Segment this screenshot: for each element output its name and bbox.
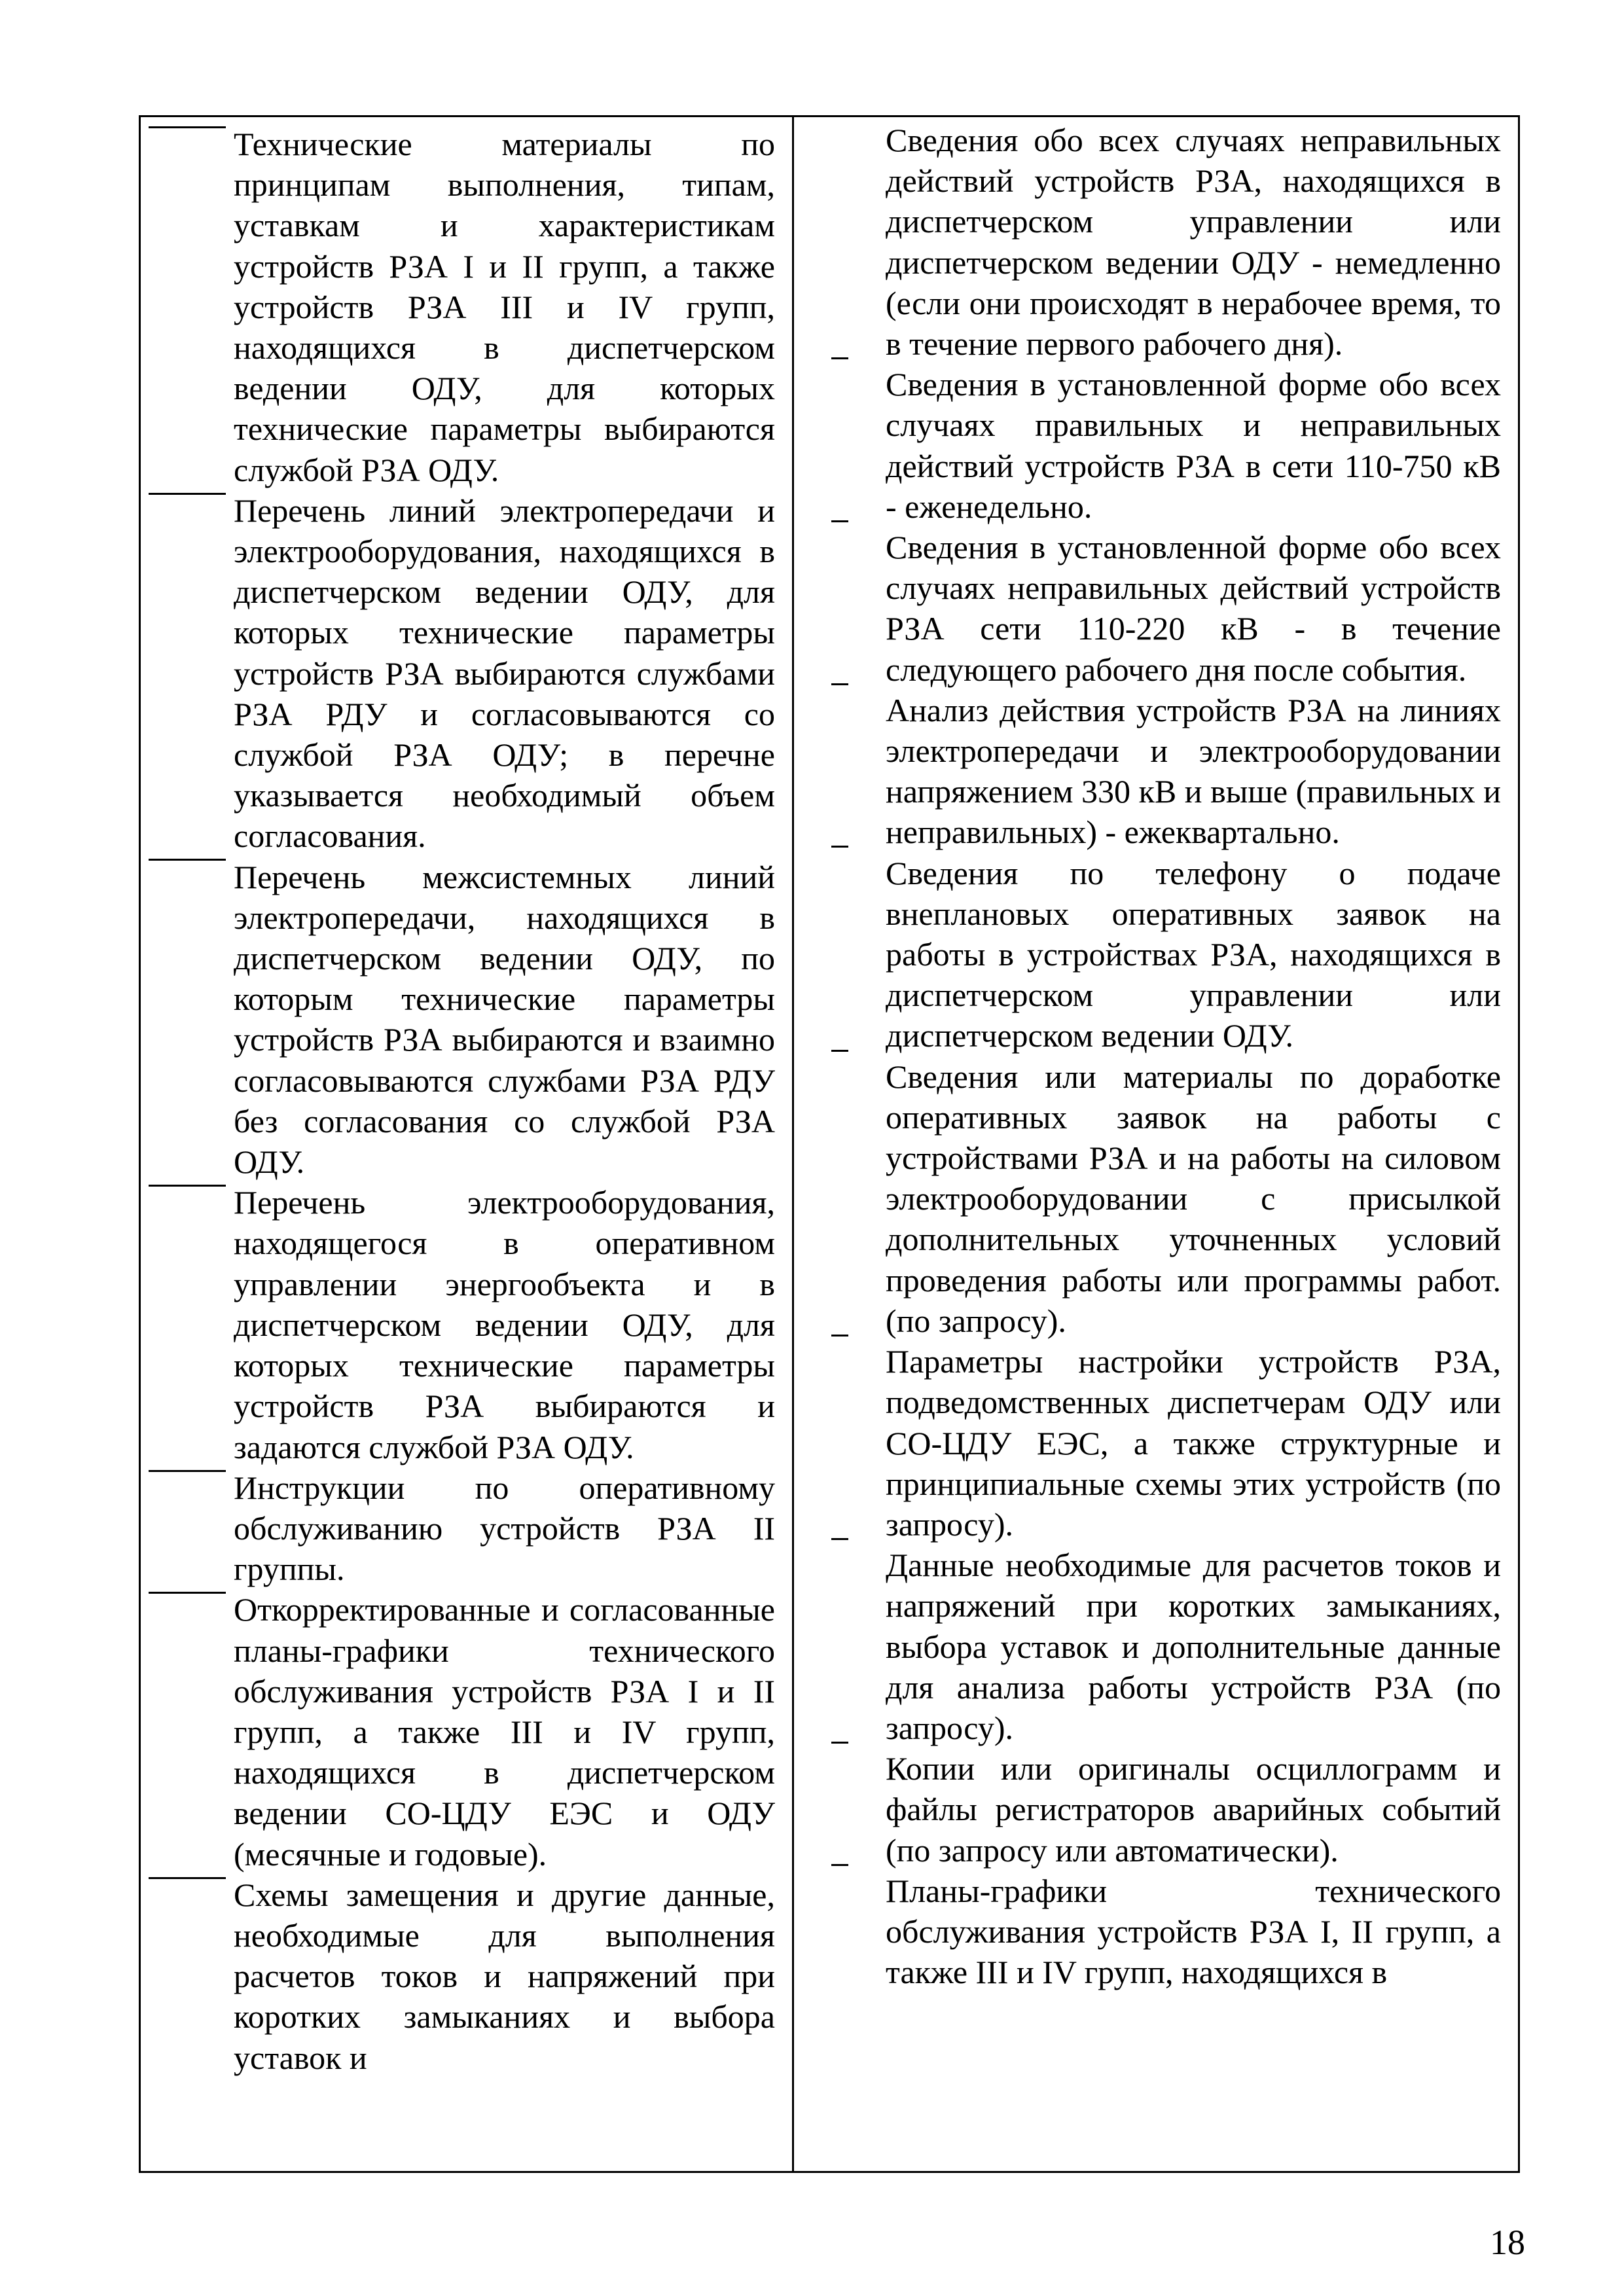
dash-bullet-icon: [794, 690, 886, 853]
dash-bullet-icon: [141, 1874, 234, 2078]
dash-bullet-icon: [794, 527, 886, 690]
list-item: [141, 124, 775, 490]
list-item: [794, 527, 1501, 690]
list-item-text: Данные необходимые для расчетов токов и напряжений при коротких замыканиях, выбора уставок и дополнительные данные для анализа работы устройств РЗА (по запросу).: [886, 1547, 1501, 1746]
list-item: [794, 853, 1501, 1056]
dash-bullet-icon: [141, 857, 234, 1183]
list-item-text: Сведения по телефону о подаче внеплановых оперативных заявок на работы в устройствах РЗА, находящихся в диспетчерском управлении или диспетчерском ведении ОДУ.: [886, 854, 1501, 1054]
dash-bullet-icon: [794, 1545, 886, 1748]
list-item-text: Копии или оригиналы осциллограмм и файлы регистраторов аварийных событий (по запросу или автоматически).: [886, 1750, 1501, 1869]
list-item: [141, 1874, 775, 2078]
dash-bullet-icon: [794, 853, 886, 1056]
list-item-text: Планы-графики технического обслуживания устройств РЗА I, II групп, а также III и IV групп, находящихся в: [886, 1872, 1501, 1991]
list-item: [141, 1467, 775, 1590]
left-column: [141, 117, 794, 2171]
dash-bullet-icon: [141, 124, 234, 490]
list-item-text: Перечень линий электропередачи и электрооборудования, находящихся в диспетчерском ведении ОДУ, для которых технические параметры устройств РЗА выбираются службами РЗА РДУ и согласовываются со службой РЗА ОДУ; в перечне указывается необходимый объем согласования.: [234, 492, 775, 855]
list-item-text: Сведения или материалы по доработке оперативных заявок на работы с устройствами РЗА и на работы на силовом электрооборудовании с присылкой дополнительных уточненных условий проведения работы или программы работ. (по запросу).: [886, 1058, 1501, 1339]
list-item-text: Инструкции по оперативному обслуживанию устройств РЗА II группы.: [234, 1469, 775, 1588]
list-item: [141, 857, 775, 1183]
list-item-text: Сведения в установленной форме обо всех случаях неправильных действий устройств РЗА сети 110-220 кВ - в течение следующего рабочего дня после события.: [886, 529, 1501, 688]
list-item: [141, 490, 775, 857]
list-item: [794, 1545, 1501, 1748]
list-item-text: Сведения обо всех случаях неправильных действий устройств РЗА, находящихся в диспетчерском управлении или диспетчерском ведении ОДУ - немедленно (если они происходят в нерабочее время, то в течение первого рабочего дня).: [886, 122, 1501, 363]
dash-bullet-icon: [141, 1589, 234, 1874]
list-item-text: Технические материалы по принципам выполнения, типам, уставкам и характеристикам устройств РЗА I и II групп, а также устройств РЗА III и IV групп, находящихся в диспетчерском ведении ОДУ, для которых технические параметры выбираются службой РЗА ОДУ.: [234, 126, 775, 488]
page-number: 18: [1490, 2223, 1525, 2262]
list-item: [794, 1056, 1501, 1341]
dash-bullet-icon: [794, 1748, 886, 1871]
list-item: [141, 1182, 775, 1467]
list-item: [794, 1748, 1501, 1871]
list-item: [794, 364, 1501, 527]
list-item-text: Параметры настройки устройств РЗА, подведомственных диспетчерам ОДУ или СО-ЦДУ ЕЭС, а также структурные и принципиальные схемы этих устройств (по запросу).: [886, 1343, 1501, 1543]
list-item: [141, 1589, 775, 1874]
list-item: [794, 1871, 1501, 1993]
dash-bullet-icon: [794, 120, 886, 364]
list-item-text: Анализ действия устройств РЗА на линиях электропередачи и электрооборудовании напряжением 330 кВ и выше (правильных и неправильных) - ежеквартально.: [886, 691, 1501, 851]
dash-bullet-icon: [794, 1056, 886, 1341]
dash-bullet-icon: [141, 1182, 234, 1467]
list-item: [794, 120, 1501, 364]
list-item-text: Откорректированные и согласованные планы-графики технического обслуживания устройств РЗА I и II групп, а также III и IV групп, находящихся в диспетчерском ведении СО-ЦДУ ЕЭС и ОДУ (месячные и годовые).: [234, 1591, 775, 1873]
dash-bullet-icon: [794, 364, 886, 527]
list-item-text: Схемы замещения и другие данные, необходимые для выполнения расчетов токов и напряжений при коротких замыканиях и выбора уставок и: [234, 1876, 775, 2076]
dash-bullet-icon: [794, 1871, 886, 1993]
two-column-table: [139, 115, 1520, 2173]
list-item-text: Перечень межсистемных линий электропередачи, находящихся в диспетчерском ведении ОДУ, по которым технические параметры устройств РЗА выбираются и взаимно согласовываются службами РЗА РДУ без согласования со службой РЗА ОДУ.: [234, 858, 775, 1181]
list-item-text: Сведения в установленной форме обо всех случаях правильных и неправильных действий устройств РЗА в сети 110-750 кВ - еженедельно.: [886, 366, 1501, 525]
dash-bullet-icon: [141, 490, 234, 857]
dash-bullet-icon: [141, 1467, 234, 1590]
list-item: [794, 690, 1501, 853]
dash-bullet-icon: [794, 1341, 886, 1545]
right-column: [794, 117, 1518, 2171]
list-item-text: Перечень электрооборудования, находящегося в оперативном управлении энергообъекта и в диспетчерском ведении ОДУ, для которых технические параметры устройств РЗА выбираются и задаются службой РЗА ОДУ.: [234, 1184, 775, 1465]
list-item: [794, 1341, 1501, 1545]
